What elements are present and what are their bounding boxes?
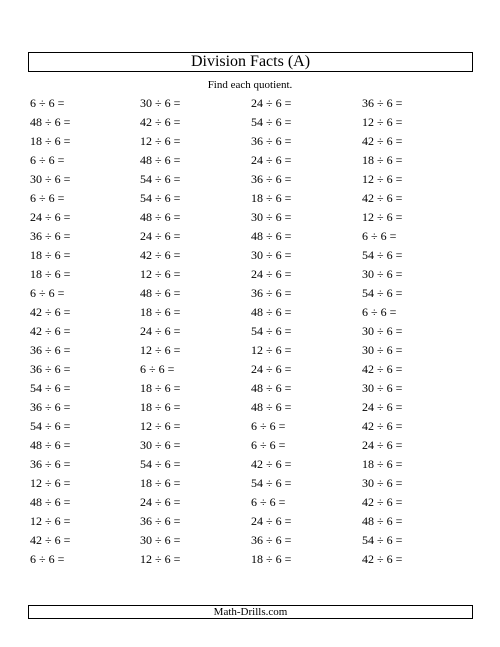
problem-cell: 42 ÷ 6 =	[362, 134, 403, 148]
problem-cell: 30 ÷ 6 =	[362, 343, 403, 357]
footer-text: Math-Drills.com	[213, 605, 288, 618]
problem-cell: 24 ÷ 6 =	[251, 153, 292, 167]
problem-cell: 24 ÷ 6 =	[251, 96, 292, 110]
problem-cell: 18 ÷ 6 =	[30, 134, 71, 148]
problem-cell: 48 ÷ 6 =	[30, 495, 71, 509]
problem-cell: 18 ÷ 6 =	[30, 267, 71, 281]
problem-cell: 54 ÷ 6 =	[251, 476, 292, 490]
problem-cell: 24 ÷ 6 =	[140, 324, 181, 338]
problem-cell: 42 ÷ 6 =	[362, 419, 403, 433]
problem-cell: 48 ÷ 6 =	[140, 286, 181, 300]
problem-cell: 12 ÷ 6 =	[140, 267, 181, 281]
problem-cell: 42 ÷ 6 =	[140, 115, 181, 129]
problem-cell: 24 ÷ 6 =	[140, 495, 181, 509]
problem-cell: 6 ÷ 6 =	[251, 495, 286, 509]
problem-cell: 6 ÷ 6 =	[30, 552, 65, 566]
problem-cell: 30 ÷ 6 =	[362, 324, 403, 338]
problem-cell: 18 ÷ 6 =	[362, 153, 403, 167]
problem-cell: 36 ÷ 6 =	[251, 286, 292, 300]
problem-cell: 48 ÷ 6 =	[140, 210, 181, 224]
problem-cell: 54 ÷ 6 =	[362, 248, 403, 262]
problem-cell: 6 ÷ 6 =	[30, 96, 65, 110]
problem-cell: 42 ÷ 6 =	[30, 324, 71, 338]
problem-cell: 30 ÷ 6 =	[140, 533, 181, 547]
problem-cell: 12 ÷ 6 =	[30, 514, 71, 528]
problem-cell: 54 ÷ 6 =	[30, 419, 71, 433]
problem-cell: 36 ÷ 6 =	[30, 362, 71, 376]
problem-cell: 12 ÷ 6 =	[140, 419, 181, 433]
problem-cell: 48 ÷ 6 =	[140, 153, 181, 167]
problem-cell: 18 ÷ 6 =	[140, 476, 181, 490]
problem-cell: 30 ÷ 6 =	[362, 267, 403, 281]
problem-cell: 6 ÷ 6 =	[251, 419, 286, 433]
problem-cell: 12 ÷ 6 =	[362, 172, 403, 186]
problem-cell: 54 ÷ 6 =	[251, 324, 292, 338]
problem-cell: 18 ÷ 6 =	[140, 381, 181, 395]
problem-cell: 18 ÷ 6 =	[30, 248, 71, 262]
worksheet-instructions: Find each quotient.	[207, 79, 293, 91]
problem-grid	[0, 96, 500, 576]
problem-cell: 6 ÷ 6 =	[251, 438, 286, 452]
problem-cell: 36 ÷ 6 =	[30, 229, 71, 243]
problem-cell: 6 ÷ 6 =	[140, 362, 175, 376]
problem-cell: 42 ÷ 6 =	[251, 457, 292, 471]
problem-cell: 36 ÷ 6 =	[362, 96, 403, 110]
problem-cell: 30 ÷ 6 =	[140, 438, 181, 452]
problem-cell: 30 ÷ 6 =	[251, 248, 292, 262]
problem-cell: 54 ÷ 6 =	[362, 533, 403, 547]
problem-cell: 18 ÷ 6 =	[362, 457, 403, 471]
problem-cell: 36 ÷ 6 =	[251, 172, 292, 186]
problem-cell: 24 ÷ 6 =	[140, 229, 181, 243]
problem-cell: 42 ÷ 6 =	[30, 533, 71, 547]
problem-cell: 12 ÷ 6 =	[362, 210, 403, 224]
problem-cell: 42 ÷ 6 =	[140, 248, 181, 262]
problem-cell: 48 ÷ 6 =	[362, 514, 403, 528]
problem-cell: 24 ÷ 6 =	[251, 514, 292, 528]
problem-cell: 48 ÷ 6 =	[30, 115, 71, 129]
problem-cell: 30 ÷ 6 =	[30, 172, 71, 186]
problem-cell: 24 ÷ 6 =	[362, 400, 403, 414]
problem-cell: 24 ÷ 6 =	[362, 438, 403, 452]
problem-cell: 24 ÷ 6 =	[251, 267, 292, 281]
problem-cell: 36 ÷ 6 =	[30, 400, 71, 414]
problem-cell: 54 ÷ 6 =	[140, 191, 181, 205]
problem-cell: 54 ÷ 6 =	[362, 286, 403, 300]
problem-cell: 48 ÷ 6 =	[251, 305, 292, 319]
problem-cell: 12 ÷ 6 =	[251, 343, 292, 357]
problem-cell: 6 ÷ 6 =	[30, 191, 65, 205]
problem-cell: 30 ÷ 6 =	[362, 381, 403, 395]
problem-cell: 18 ÷ 6 =	[140, 305, 181, 319]
problem-cell: 12 ÷ 6 =	[140, 134, 181, 148]
problem-cell: 42 ÷ 6 =	[30, 305, 71, 319]
problem-cell: 6 ÷ 6 =	[30, 153, 65, 167]
problem-cell: 48 ÷ 6 =	[251, 400, 292, 414]
problem-cell: 42 ÷ 6 =	[362, 362, 403, 376]
problem-cell: 18 ÷ 6 =	[140, 400, 181, 414]
problem-cell: 18 ÷ 6 =	[251, 552, 292, 566]
problem-cell: 18 ÷ 6 =	[251, 191, 292, 205]
problem-cell: 12 ÷ 6 =	[140, 552, 181, 566]
footer-box	[28, 605, 473, 619]
problem-cell: 6 ÷ 6 =	[362, 305, 397, 319]
problem-cell: 30 ÷ 6 =	[140, 96, 181, 110]
problem-cell: 36 ÷ 6 =	[251, 533, 292, 547]
problem-cell: 54 ÷ 6 =	[251, 115, 292, 129]
problem-cell: 12 ÷ 6 =	[140, 343, 181, 357]
problem-cell: 6 ÷ 6 =	[30, 286, 65, 300]
worksheet-title: Division Facts (A)	[190, 53, 311, 70]
problem-cell: 6 ÷ 6 =	[362, 229, 397, 243]
problem-cell: 30 ÷ 6 =	[251, 210, 292, 224]
problem-cell: 12 ÷ 6 =	[362, 115, 403, 129]
problem-cell: 12 ÷ 6 =	[30, 476, 71, 490]
problem-cell: 54 ÷ 6 =	[140, 172, 181, 186]
problem-cell: 36 ÷ 6 =	[30, 457, 71, 471]
problem-cell: 54 ÷ 6 =	[140, 457, 181, 471]
problem-cell: 48 ÷ 6 =	[251, 229, 292, 243]
problem-cell: 42 ÷ 6 =	[362, 552, 403, 566]
problem-cell: 54 ÷ 6 =	[30, 381, 71, 395]
problem-cell: 48 ÷ 6 =	[30, 438, 71, 452]
problem-cell: 30 ÷ 6 =	[362, 476, 403, 490]
problem-cell: 24 ÷ 6 =	[251, 362, 292, 376]
problem-cell: 48 ÷ 6 =	[251, 381, 292, 395]
problem-cell: 24 ÷ 6 =	[30, 210, 71, 224]
problem-cell: 42 ÷ 6 =	[362, 191, 403, 205]
worksheet-title-box	[28, 52, 473, 72]
problem-cell: 42 ÷ 6 =	[362, 495, 403, 509]
problem-cell: 36 ÷ 6 =	[140, 514, 181, 528]
problem-cell: 36 ÷ 6 =	[251, 134, 292, 148]
problem-cell: 36 ÷ 6 =	[30, 343, 71, 357]
